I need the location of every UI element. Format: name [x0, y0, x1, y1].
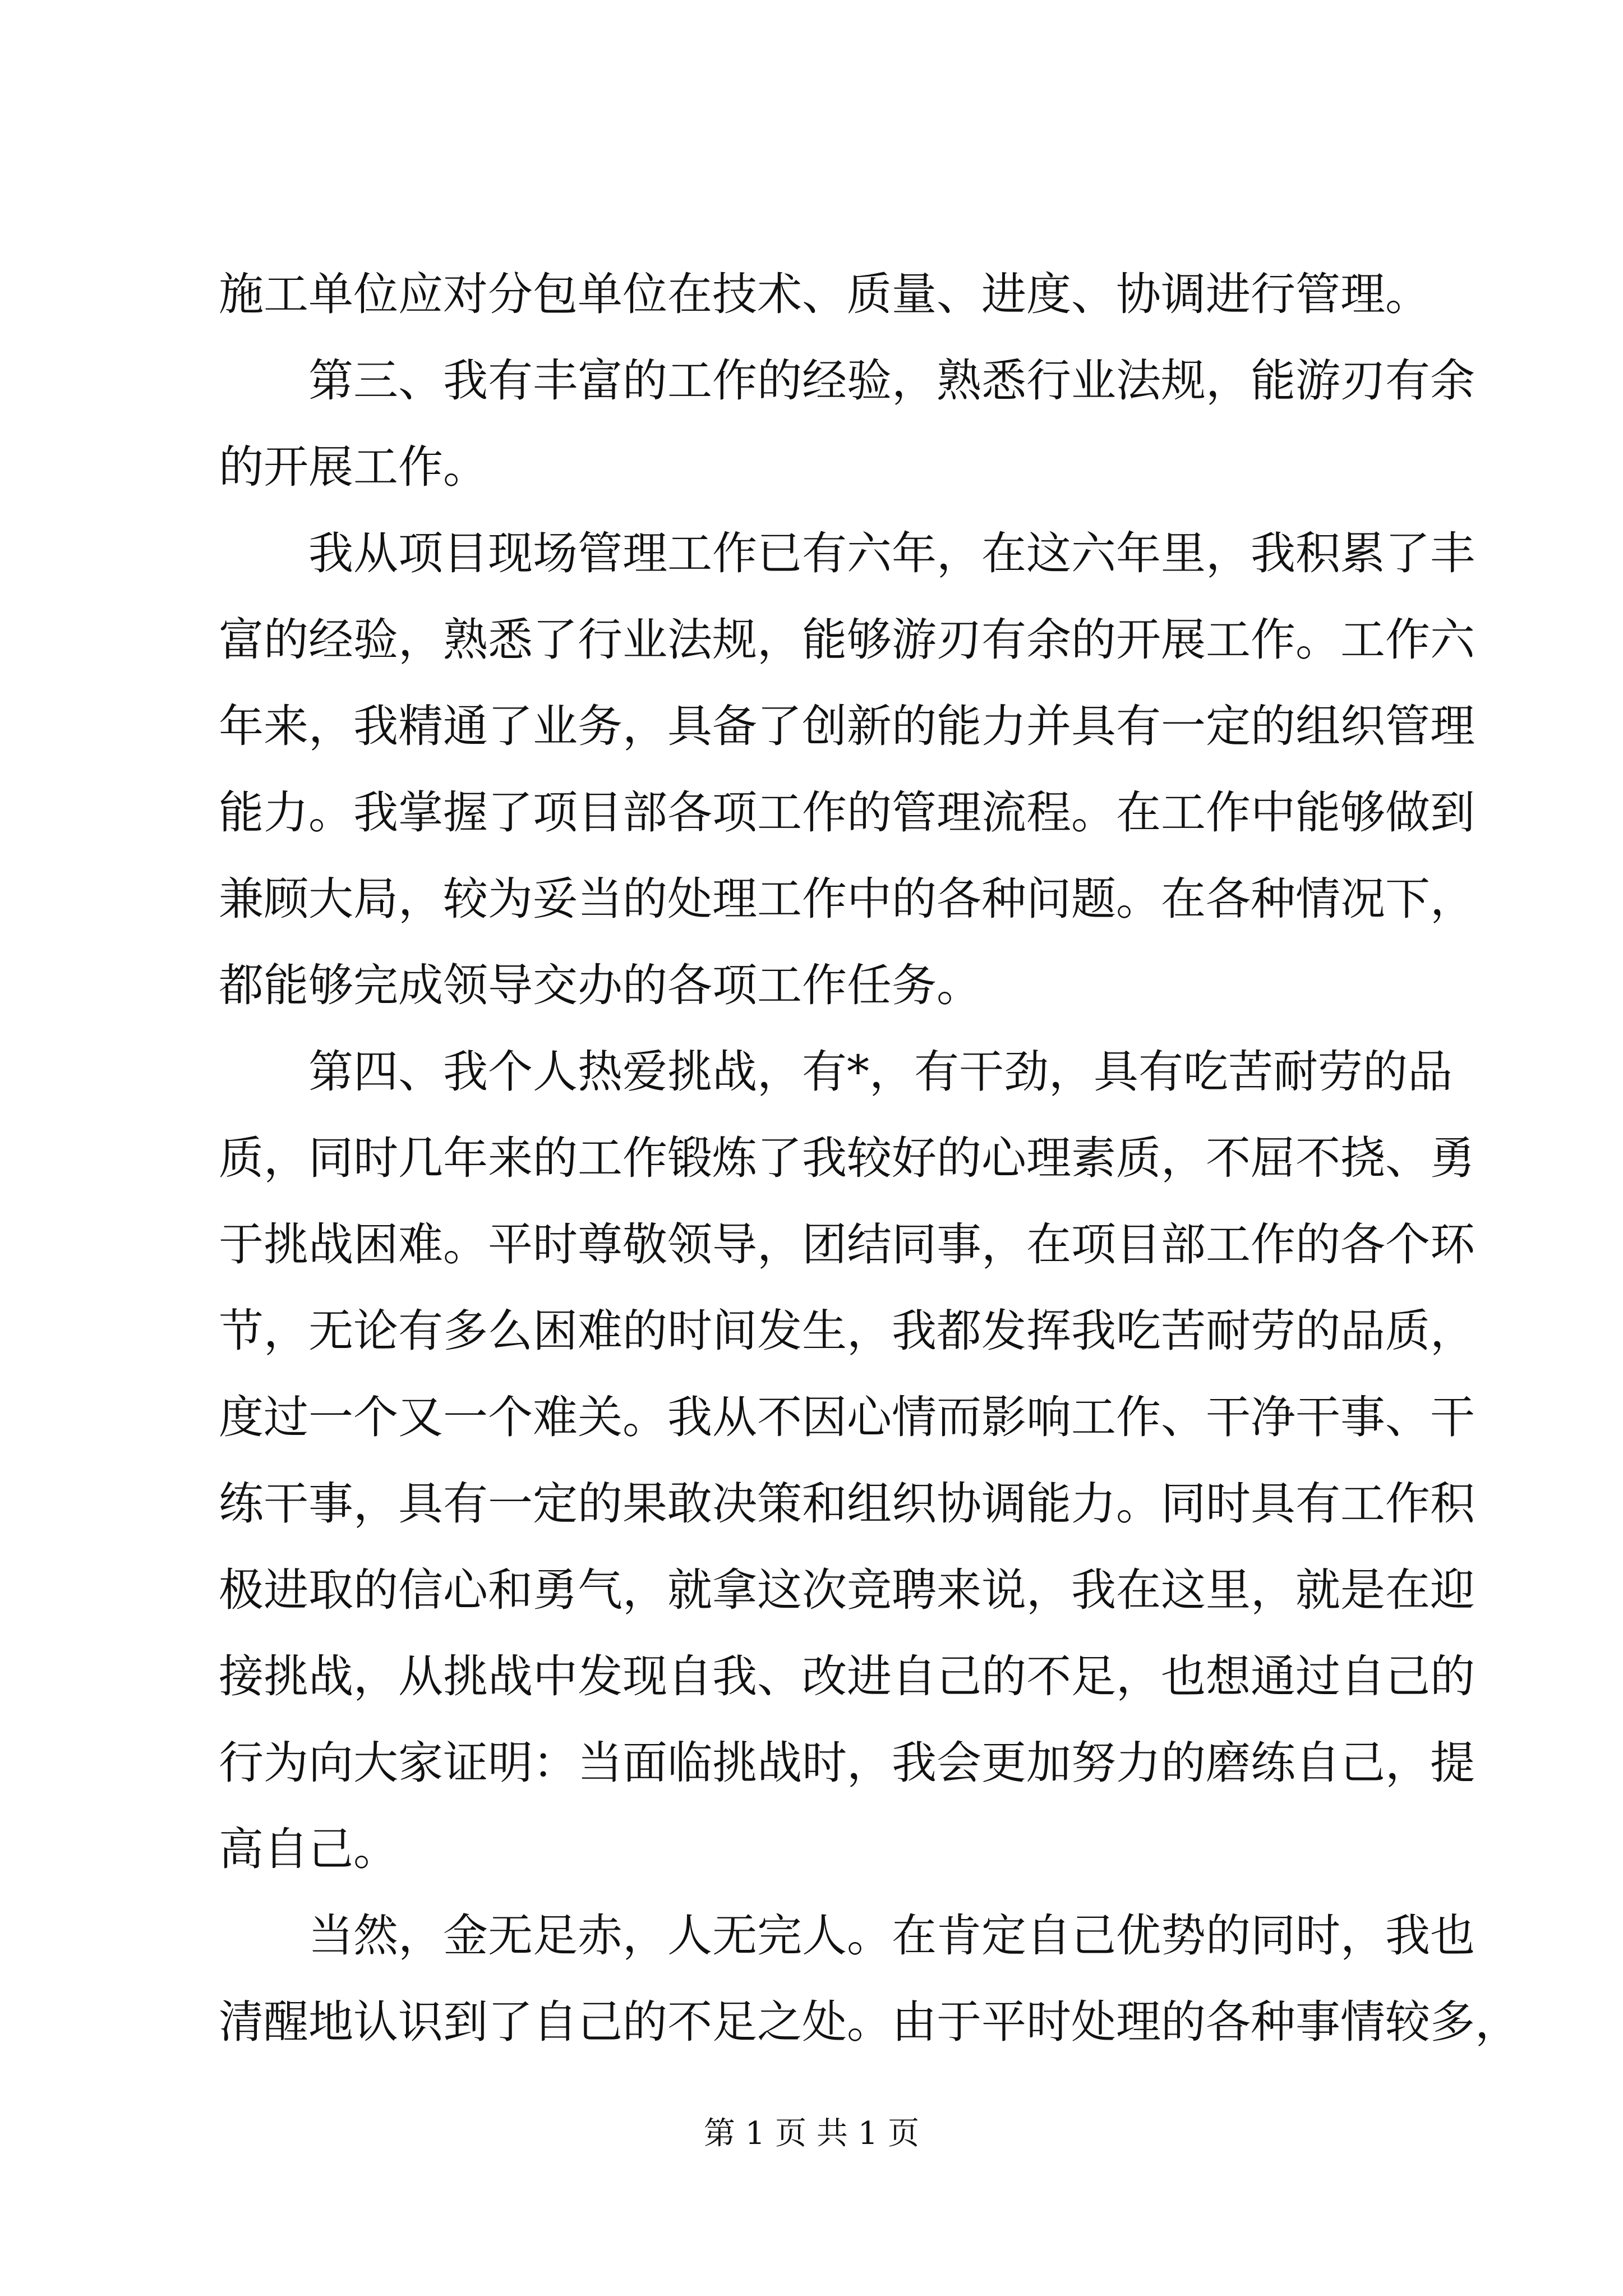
text-line-9: 都能够完成领导交办的各项工作任务。 — [219, 959, 981, 1011]
page-footer: 第 1 页 共 1 页 — [703, 2115, 920, 2152]
text-line-10: 第四、我个人热爱挑战，有*，有干劲，具有吃苦耐劳的品 — [308, 1046, 1453, 1098]
text-line-18: 行为向大家证明：当面临挑战时，我会更加努力的磨练自己，提 — [219, 1737, 1475, 1789]
text-line-11: 质，同时几年来的工作锻炼了我较好的心理素质，不屈不挠、勇 — [219, 1132, 1475, 1184]
text-line-5: 富的经验，熟悉了行业法规，能够游刃有余的开展工作。工作六 — [219, 614, 1475, 666]
text-line-4: 我从项目现场管理工作已有六年，在这六年里，我积累了丰 — [308, 527, 1475, 579]
text-line-19: 高自己。 — [219, 1823, 398, 1875]
text-line-6: 年来，我精通了业务，具备了创新的能力并具有一定的组织管理 — [219, 700, 1475, 752]
text-line-20: 当然，金无足赤，人无完人。在肯定自己优势的同时，我也 — [308, 1910, 1475, 1962]
text-line-8: 兼顾大局，较为妥当的处理工作中的各种问题。在各种情况下， — [219, 873, 1475, 925]
text-line-7: 能力。我掌握了项目部各项工作的管理流程。在工作中能够做到 — [219, 786, 1475, 839]
text-line-2: 第三、我有丰富的工作的经验，熟悉行业法规，能游刃有余 — [308, 355, 1475, 407]
text-line-17: 接挑战，从挑战中发现自我、改进自己的不足，也想通过自己的 — [219, 1650, 1475, 1703]
text-line-1: 施工单位应对分包单位在技术、质量、进度、协调进行管理。 — [219, 268, 1430, 320]
text-line-16: 极进取的信心和勇气，就拿这次竞聘来说，我在这里，就是在迎 — [219, 1564, 1475, 1616]
text-line-15: 练干事，具有一定的果敢决策和组织协调能力。同时具有工作积 — [219, 1478, 1475, 1530]
text-line-12: 于挑战困难。平时尊敬领导，团结同事，在项目部工作的各个环 — [219, 1218, 1475, 1271]
text-line-14: 度过一个又一个难关。我从不因心情而影响工作、干净干事、干 — [219, 1391, 1475, 1443]
text-line-3: 的开展工作。 — [219, 441, 488, 493]
text-line-21: 清醒地认识到了自己的不足之处。由于平时处理的各种事情较多， — [219, 1996, 1520, 2048]
text-line-13: 节，无论有多么困难的时间发生，我都发挥我吃苦耐劳的品质， — [219, 1305, 1475, 1357]
